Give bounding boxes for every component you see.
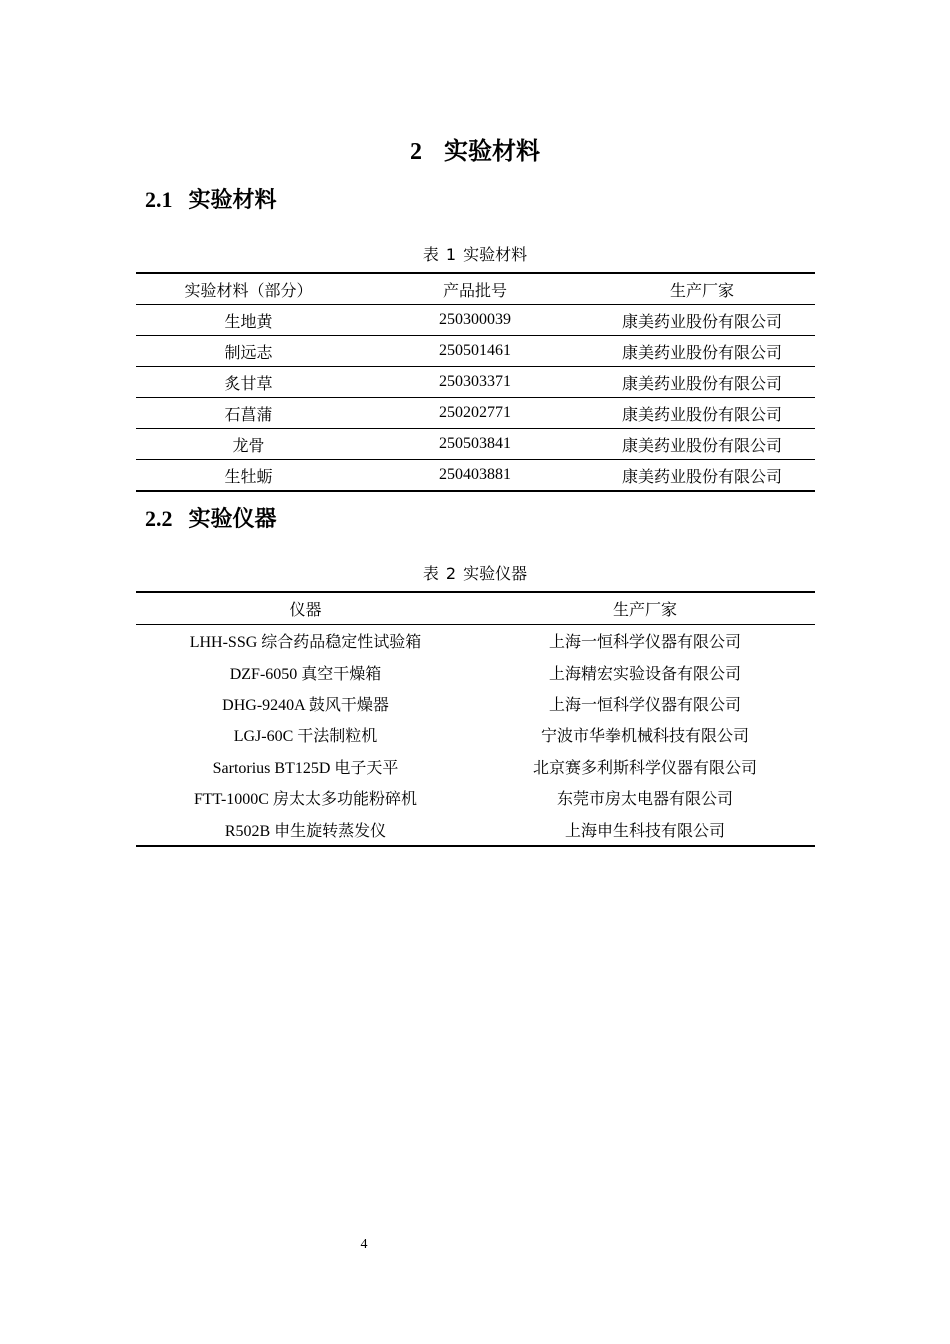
table-row xyxy=(136,656,815,687)
table-cell: Sartorius BT125D 电子天平 xyxy=(212,759,399,777)
table-cell: 石菖蒲 xyxy=(136,398,361,429)
table-cell: LGJ-60C 干法制粒机 xyxy=(233,728,378,746)
column-header: 生产厂家 xyxy=(589,273,815,305)
table-caption-materials xyxy=(0,245,950,265)
caption-number: 2 xyxy=(445,564,457,583)
table-cell: 康美药业股份有限公司 xyxy=(589,429,815,460)
materials-table xyxy=(136,272,815,492)
table-row xyxy=(136,625,815,657)
table-cell: 北京赛多利斯科学仪器有限公司 xyxy=(532,759,757,777)
table-cell: 250303371 xyxy=(361,367,589,398)
table-cell: 250503841 xyxy=(361,429,589,460)
section-heading-instruments xyxy=(145,504,277,534)
chapter-title xyxy=(0,136,950,168)
table-caption-instruments xyxy=(0,564,950,584)
table-cell: 250300039 xyxy=(361,305,589,336)
instruments-table xyxy=(136,591,815,847)
column-header: 仪器 xyxy=(136,592,475,625)
section-heading-materials xyxy=(145,185,277,215)
table-cell: DZF-6050 真空干燥箱 xyxy=(229,665,382,683)
table-cell: 上海申生科技有限公司 xyxy=(564,822,725,840)
table-cell: 制远志 xyxy=(136,336,361,367)
caption-title: 实验仪器 xyxy=(463,564,528,583)
table-row xyxy=(136,460,815,492)
caption-label: 表 xyxy=(422,245,439,264)
table-cell: LHH-SSG 综合药品稳定性试验箱 xyxy=(189,634,422,652)
table-cell: 宁波市华拳机械科技有限公司 xyxy=(540,728,749,746)
table-header-row xyxy=(136,273,815,305)
table-row xyxy=(136,751,815,782)
table-cell: DHG-9240A 鼓风干燥器 xyxy=(222,696,389,714)
section-title-text: 实验材料 xyxy=(188,187,277,212)
table-cell: 上海一恒科学仪器有限公司 xyxy=(548,696,741,714)
table-row xyxy=(136,305,815,336)
table-cell: 康美药业股份有限公司 xyxy=(589,305,815,336)
table-cell: 250403881 xyxy=(439,466,511,483)
caption-number: 1 xyxy=(445,245,457,264)
column-header: 产品批号 xyxy=(361,273,589,305)
table-row xyxy=(136,336,815,367)
table-cell: 康美药业股份有限公司 xyxy=(589,398,815,429)
table-cell: 上海精宏实验设备有限公司 xyxy=(548,665,741,683)
table-cell: 康美药业股份有限公司 xyxy=(589,367,815,398)
table-cell: 生地黄 xyxy=(136,305,361,336)
section-number: 2.1 xyxy=(145,187,173,212)
column-header: 生产厂家 xyxy=(475,592,815,625)
table-cell: FTT-1000C 房太太多功能粉碎机 xyxy=(194,791,417,809)
table-row xyxy=(136,688,815,719)
table-row xyxy=(136,719,815,750)
table-cell: 东莞市房太电器有限公司 xyxy=(556,791,733,809)
column-header: 实验材料（部分） xyxy=(136,273,361,305)
table-header-row xyxy=(136,592,815,625)
table-cell: 上海一恒科学仪器有限公司 xyxy=(548,634,741,652)
table-row xyxy=(136,813,815,845)
table-row xyxy=(136,429,815,460)
section-number: 2.2 xyxy=(145,506,173,531)
table-cell: 康美药业股份有限公司 xyxy=(589,336,815,367)
caption-label: 表 xyxy=(422,564,439,583)
caption-title: 实验材料 xyxy=(463,245,528,264)
table-cell: 生牡蛎 xyxy=(224,468,273,486)
table-cell: R502B 申生旋转蒸发仪 xyxy=(224,822,387,840)
table-cell: 炙甘草 xyxy=(136,367,361,398)
page-number: 4 xyxy=(360,1237,368,1252)
chapter-number: 2 xyxy=(410,139,422,165)
table-row xyxy=(136,782,815,813)
table-cell: 250501461 xyxy=(361,336,589,367)
table-cell: 龙骨 xyxy=(136,429,361,460)
table-cell: 康美药业股份有限公司 xyxy=(621,468,782,486)
table-row xyxy=(136,367,815,398)
table-row xyxy=(136,398,815,429)
table-cell: 250202771 xyxy=(361,398,589,429)
chapter-title-text: 实验材料 xyxy=(444,139,540,165)
section-title-text: 实验仪器 xyxy=(188,506,277,531)
